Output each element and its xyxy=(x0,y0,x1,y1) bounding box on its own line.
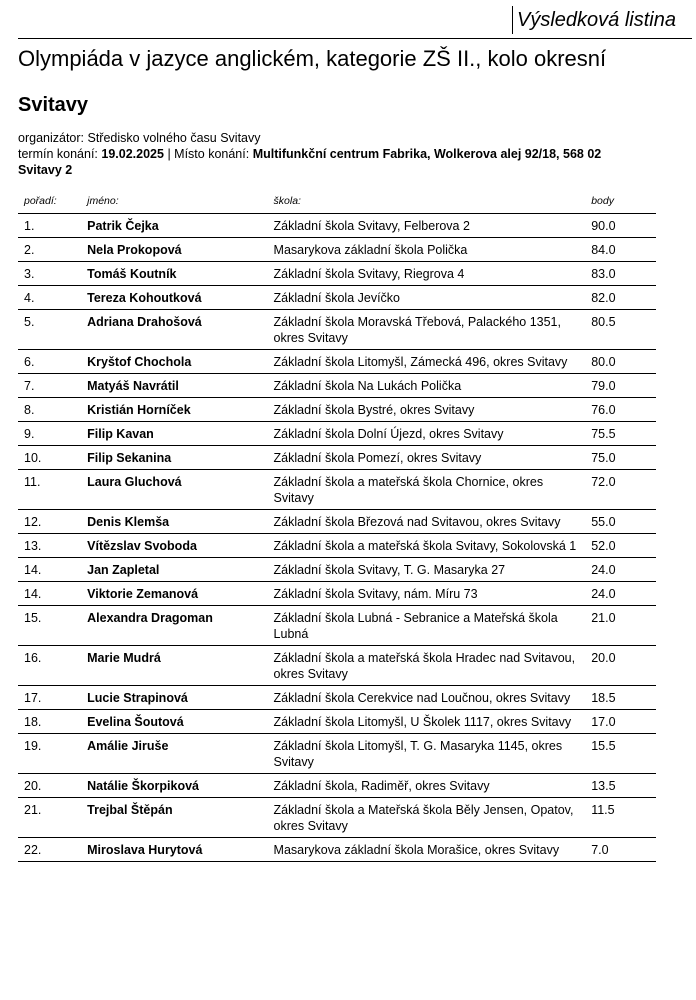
table-row xyxy=(18,686,656,710)
school-cell: Základní škola, Radiměř, okres Svitavy xyxy=(268,774,586,798)
place-label: Místo konání: xyxy=(174,147,250,161)
school-cell: Masarykova základní škola Polička xyxy=(268,238,586,262)
points-cell: 21.0 xyxy=(585,606,656,646)
school-cell: Základní škola Litomyšl, Zámecká 496, okres Svitavy xyxy=(268,350,586,374)
table-row xyxy=(18,646,656,686)
table-row xyxy=(18,350,656,374)
school-cell: Základní škola Svitavy, Riegrova 4 xyxy=(268,262,586,286)
table-row xyxy=(18,374,656,398)
school-cell: Základní škola Moravská Třebová, Palackého 1351, okres Svitavy xyxy=(268,310,586,350)
table-row xyxy=(18,558,656,582)
name-cell: Miroslava Hurytová xyxy=(81,838,267,862)
header-points: body xyxy=(591,195,614,207)
place-value-line2: Svitavy 2 xyxy=(18,163,73,177)
school-cell: Masarykova základní škola Morašice, okres Svitavy xyxy=(268,838,586,862)
school-cell: Základní škola a Mateřská škola Běly Jensen, Opatov, okres Svitavy xyxy=(268,798,586,838)
name-cell: Vítězslav Svoboda xyxy=(81,534,267,558)
rank-cell: 17. xyxy=(18,686,81,710)
school-cell: Základní škola Na Lukách Polička xyxy=(268,374,586,398)
school-cell: Základní škola Bystré, okres Svitavy xyxy=(268,398,586,422)
rank-cell: 16. xyxy=(18,646,81,686)
table-row xyxy=(18,798,656,838)
table-row xyxy=(18,734,656,774)
name-cell: Marie Mudrá xyxy=(81,646,267,686)
school-cell: Základní škola Cerekvice nad Loučnou, okres Svitavy xyxy=(268,686,586,710)
name-cell: Tereza Kohoutková xyxy=(81,286,267,310)
rank-cell: 13. xyxy=(18,534,81,558)
name-cell: Tomáš Koutník xyxy=(81,262,267,286)
points-cell: 18.5 xyxy=(585,686,656,710)
school-cell: Základní škola Dolní Újezd, okres Svitavy xyxy=(268,422,586,446)
school-cell: Základní škola Litomyšl, U Školek 1117, okres Svitavy xyxy=(268,710,586,734)
organizer-line xyxy=(18,130,678,146)
name-cell: Amálie Jiruše xyxy=(81,734,267,774)
points-cell: 24.0 xyxy=(585,558,656,582)
points-cell: 79.0 xyxy=(585,374,656,398)
rank-cell: 6. xyxy=(18,350,81,374)
date-place-line xyxy=(18,146,678,162)
table-row xyxy=(18,510,656,534)
event-info xyxy=(18,130,678,178)
name-cell: Jan Zapletal xyxy=(81,558,267,582)
points-cell: 76.0 xyxy=(585,398,656,422)
organizer-value: Středisko volného času Svitavy xyxy=(87,131,261,145)
table-row xyxy=(18,838,656,862)
rank-cell: 9. xyxy=(18,422,81,446)
points-cell: 11.5 xyxy=(585,798,656,838)
points-cell: 72.0 xyxy=(585,470,656,510)
rank-cell: 19. xyxy=(18,734,81,774)
rank-cell: 10. xyxy=(18,446,81,470)
name-cell: Viktorie Zemanová xyxy=(81,582,267,606)
school-cell: Základní škola Pomezí, okres Svitavy xyxy=(268,446,586,470)
name-cell: Adriana Drahošová xyxy=(81,310,267,350)
name-cell: Trejbal Štěpán xyxy=(81,798,267,838)
name-cell: Alexandra Dragoman xyxy=(81,606,267,646)
points-cell: 84.0 xyxy=(585,238,656,262)
points-cell: 82.0 xyxy=(585,286,656,310)
rank-cell: 7. xyxy=(18,374,81,398)
table-row xyxy=(18,214,656,238)
meta-separator: | xyxy=(167,147,171,161)
rank-cell: 21. xyxy=(18,798,81,838)
rank-cell: 14. xyxy=(18,582,81,606)
header-rank: pořadí: xyxy=(24,195,57,207)
school-cell: Základní škola Svitavy, T. G. Masaryka 27 xyxy=(268,558,586,582)
rank-cell: 20. xyxy=(18,774,81,798)
points-cell: 7.0 xyxy=(585,838,656,862)
name-cell: Denis Klemša xyxy=(81,510,267,534)
school-cell: Základní škola Litomyšl, T. G. Masaryka 1145, okres Svitavy xyxy=(268,734,586,774)
points-cell: 80.5 xyxy=(585,310,656,350)
school-cell: Základní škola Svitavy, Felberova 2 xyxy=(268,214,586,238)
page-title: Olympiáda v jazyce anglickém, kategorie ZŠ II., kolo okresní xyxy=(18,46,607,71)
name-cell: Filip Kavan xyxy=(81,422,267,446)
table-row xyxy=(18,774,656,798)
points-cell: 75.0 xyxy=(585,446,656,470)
points-cell: 13.5 xyxy=(585,774,656,798)
document-type-label: Výsledková listina xyxy=(512,6,676,34)
rank-cell: 1. xyxy=(18,214,81,238)
school-cell: Základní škola Svitavy, nám. Míru 73 xyxy=(268,582,586,606)
table-row xyxy=(18,534,656,558)
school-cell: Základní škola a mateřská škola Hradec nad Svitavou, okres Svitavy xyxy=(268,646,586,686)
name-cell: Natálie Škorpiková xyxy=(81,774,267,798)
header-divider xyxy=(18,38,692,39)
name-cell: Evelina Šoutová xyxy=(81,710,267,734)
points-cell: 75.5 xyxy=(585,422,656,446)
rank-cell: 8. xyxy=(18,398,81,422)
points-cell: 24.0 xyxy=(585,582,656,606)
table-row xyxy=(18,238,656,262)
table-row xyxy=(18,582,656,606)
school-cell: Základní škola Jevíčko xyxy=(268,286,586,310)
rank-cell: 12. xyxy=(18,510,81,534)
name-cell: Lucie Strapinová xyxy=(81,686,267,710)
rank-cell: 14. xyxy=(18,558,81,582)
points-cell: 20.0 xyxy=(585,646,656,686)
date-label: termín konání: xyxy=(18,147,98,161)
name-cell: Kryštof Chochola xyxy=(81,350,267,374)
points-cell: 90.0 xyxy=(585,214,656,238)
results-body xyxy=(18,214,656,862)
table-header-row xyxy=(18,194,656,214)
rank-cell: 18. xyxy=(18,710,81,734)
school-cell: Základní škola a mateřská škola Svitavy, Sokolovská 1 xyxy=(268,534,586,558)
results-table xyxy=(18,194,656,862)
table-row xyxy=(18,422,656,446)
school-cell: Základní škola a mateřská škola Chornice, okres Svitavy xyxy=(268,470,586,510)
school-cell: Základní škola Lubná - Sebranice a Mateřská škola Lubná xyxy=(268,606,586,646)
points-cell: 83.0 xyxy=(585,262,656,286)
name-cell: Patrik Čejka xyxy=(81,214,267,238)
points-cell: 15.5 xyxy=(585,734,656,774)
name-cell: Laura Gluchová xyxy=(81,470,267,510)
organizer-label: organizátor: xyxy=(18,131,85,145)
points-cell: 55.0 xyxy=(585,510,656,534)
points-cell: 17.0 xyxy=(585,710,656,734)
table-row xyxy=(18,310,656,350)
rank-cell: 4. xyxy=(18,286,81,310)
table-row xyxy=(18,446,656,470)
rank-cell: 5. xyxy=(18,310,81,350)
district-heading: Svitavy xyxy=(18,94,89,116)
table-row xyxy=(18,470,656,510)
table-row xyxy=(18,398,656,422)
name-cell: Matyáš Navrátil xyxy=(81,374,267,398)
table-row xyxy=(18,606,656,646)
rank-cell: 22. xyxy=(18,838,81,862)
date-value: 19.02.2025 xyxy=(101,147,164,161)
header-school: škola: xyxy=(273,195,301,207)
table-row xyxy=(18,710,656,734)
name-cell: Filip Sekanina xyxy=(81,446,267,470)
place-line-2 xyxy=(18,162,678,178)
table-row xyxy=(18,262,656,286)
place-value-line1: Multifunkční centrum Fabrika, Wolkerova alej 92/18, 568 02 xyxy=(252,147,602,161)
table-row xyxy=(18,286,656,310)
header-name: jméno: xyxy=(87,195,119,207)
rank-cell: 11. xyxy=(18,470,81,510)
name-cell: Kristián Horníček xyxy=(81,398,267,422)
rank-cell: 3. xyxy=(18,262,81,286)
rank-cell: 2. xyxy=(18,238,81,262)
points-cell: 52.0 xyxy=(585,534,656,558)
points-cell: 80.0 xyxy=(585,350,656,374)
school-cell: Základní škola Březová nad Svitavou, okres Svitavy xyxy=(268,510,586,534)
name-cell: Nela Prokopová xyxy=(81,238,267,262)
rank-cell: 15. xyxy=(18,606,81,646)
